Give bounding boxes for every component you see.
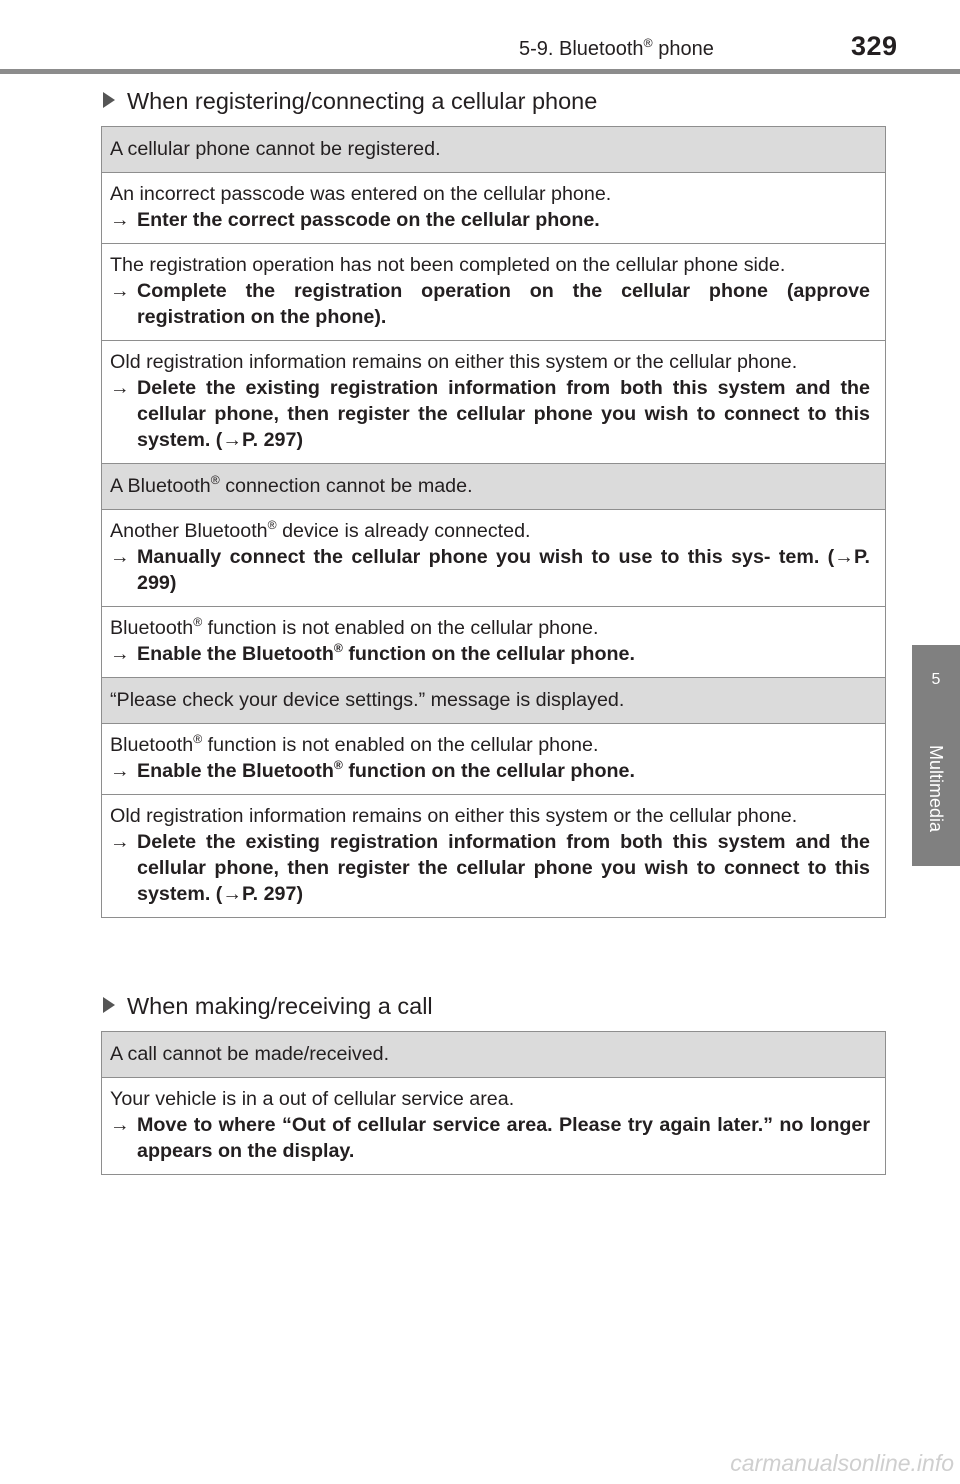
registered-mark: ®: [193, 731, 203, 746]
symptom-text: A call cannot be made/received.: [110, 1043, 390, 1065]
registered-mark: ®: [267, 517, 277, 532]
arrow-right-icon: →: [222, 883, 243, 905]
watermark: carmanualsonline.info: [730, 1450, 954, 1476]
table-row: [102, 464, 886, 510]
remedy-text: → Enter the correct passcode on the cellular phone.: [110, 209, 600, 231]
symptom-cell: [102, 678, 886, 724]
remedy-text: → Enable the Bluetooth® function on the cellular phone.: [110, 640, 635, 665]
table-row: [102, 173, 886, 244]
cause-text: Another Bluetooth® device is already connected.: [110, 517, 531, 542]
cause-remedy-cell: [102, 341, 886, 464]
section-heading-text: When registering/connecting a cellular phone: [127, 88, 598, 114]
triangle-bullet-icon: [103, 92, 115, 108]
remedy-text: → Complete the registration operation on the cellular phone (approve registration on the phone).: [110, 280, 870, 328]
table-row: [102, 724, 886, 795]
cause-text: An incorrect passcode was entered on the cellular phone.: [110, 183, 612, 205]
cause-text: Bluetooth® function is not enabled on the cellular phone.: [110, 731, 599, 756]
symptom-cell: [102, 1032, 886, 1078]
arrow-right-icon: →: [110, 377, 130, 399]
cause-remedy-cell: [102, 510, 886, 607]
table-row: [102, 510, 886, 607]
page-reference: P. 299: [137, 546, 870, 594]
cause-text: The registration operation has not been completed on the cellular phone side.: [110, 254, 786, 276]
registered-mark: ®: [210, 472, 220, 487]
cause-remedy-cell: [102, 724, 886, 795]
cause-text: Bluetooth® function is not enabled on the cellular phone.: [110, 614, 599, 639]
arrow-right-icon: →: [834, 546, 854, 568]
cause-remedy-cell: [102, 795, 886, 918]
table-row: [102, 341, 886, 464]
header-rule: [0, 69, 960, 74]
table-row: [102, 607, 886, 678]
table-row: [102, 678, 886, 724]
cause-remedy-cell: [102, 607, 886, 678]
section-title: 5-9. Bluetooth: [519, 38, 644, 60]
section-heading-calls: [103, 991, 433, 1021]
chapter-side-tab: [912, 645, 960, 866]
section-heading-text: When making/receiving a call: [127, 993, 433, 1019]
arrow-right-icon: →: [110, 280, 130, 302]
registered-mark: ®: [333, 757, 343, 772]
arrow-right-icon: →: [110, 1114, 130, 1136]
remedy-text: → Manually connect the cellular phone you wish to use to this sys- tem. (→P. 299): [110, 546, 870, 594]
table-row: [102, 1078, 886, 1175]
arrow-right-icon: →: [110, 831, 130, 853]
cause-text: Your vehicle is in a out of cellular service area.: [110, 1088, 515, 1110]
page-reference: P. 297: [242, 429, 297, 451]
troubleshooting-table-registering: [101, 126, 886, 918]
cause-remedy-cell: [102, 173, 886, 244]
cause-remedy-cell: [102, 1078, 886, 1175]
remedy-text: → Enable the Bluetooth® function on the cellular phone.: [110, 757, 635, 782]
table-row: [102, 244, 886, 341]
arrow-right-icon: →: [110, 643, 130, 665]
arrow-right-icon: →: [110, 760, 130, 782]
registered-mark: ®: [643, 35, 653, 50]
remedy-text: → Delete the existing registration information from both this system and the cellular phone, then register the cellular phone you wish to connect to this system. (→P. 297): [110, 831, 870, 905]
section-title-suffix: phone: [652, 38, 714, 60]
chapter-number: 5: [931, 671, 941, 688]
cause-text: Old registration information remains on either this system or the cellular phone.: [110, 805, 798, 827]
symptom-text: “Please check your device settings.” message is displayed.: [110, 689, 625, 711]
symptom-cell: [102, 127, 886, 173]
remedy-text: → Delete the existing registration information from both this system and the cellular phone, then register the cellular phone you wish to connect to this system. (→P. 297): [110, 377, 870, 451]
table-row: [102, 127, 886, 173]
cause-text: Old registration information remains on either this system or the cellular phone.: [110, 351, 798, 373]
registered-mark: ®: [193, 614, 203, 629]
table-row: [102, 795, 886, 918]
arrow-right-icon: →: [110, 209, 130, 231]
registered-mark: ®: [333, 640, 343, 655]
chapter-label: Multimedia: [926, 745, 946, 833]
running-header-section: [519, 36, 714, 62]
triangle-bullet-icon: [103, 997, 115, 1013]
page-number: 329: [851, 31, 898, 61]
symptom-cell: A Bluetooth® connection cannot be made.: [102, 464, 886, 510]
section-heading-registering: [103, 86, 597, 116]
cause-remedy-cell: [102, 244, 886, 341]
table-row: [102, 1032, 886, 1078]
page-reference: P. 297: [242, 883, 297, 905]
symptom-text: A cellular phone cannot be registered.: [110, 138, 441, 160]
troubleshooting-table-calls: [101, 1031, 886, 1175]
arrow-right-icon: →: [222, 429, 243, 451]
arrow-right-icon: →: [110, 546, 130, 568]
remedy-text: → Move to where “Out of cellular service area. Please try again later.” no longer appears on the display.: [110, 1114, 870, 1162]
